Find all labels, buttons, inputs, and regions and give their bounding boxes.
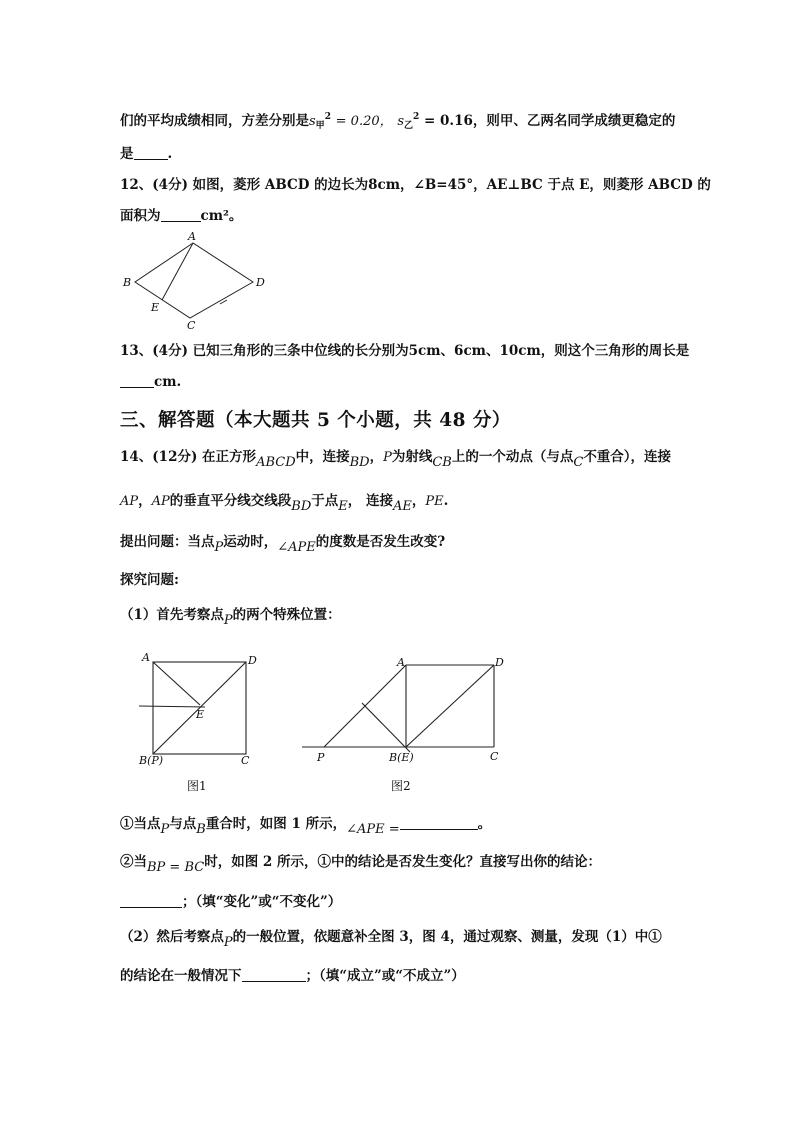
q14-step2: （2）然后考察点P的一般位置，依题意补全图 3，图 4，通过观察、测量，发现（1）中①	[120, 929, 662, 950]
label-d: D	[256, 276, 265, 289]
segment-ae	[162, 243, 193, 300]
fig1-segment-ae	[153, 662, 200, 705]
q14-item1: ①当点P与点B重合时，如图 1 所示，∠APE = 。	[120, 816, 492, 837]
q12-answer-blank[interactable]	[161, 207, 201, 222]
q11-eq2: = 0.16，则甲、乙两名同学成绩更稳定的	[424, 113, 676, 129]
label-c: C	[187, 319, 196, 332]
q13-line2: cm.	[120, 373, 181, 391]
q14-step1: （1）首先考察点P的两个特殊位置：	[120, 607, 341, 628]
fig2-label-p: P	[317, 751, 325, 764]
section-heading: 三、解答题（本大题共 5 个小题，共 48 分）	[120, 410, 511, 431]
q12-line1: 12、(4分) 如图，菱形 ABCD 的边长为8cm，∠B=45°，AE⊥BC 于点 E，则菱形 ABCD 的	[120, 177, 711, 193]
q11-answer-blank[interactable]	[134, 145, 168, 160]
label-e: E	[151, 301, 160, 314]
q14-figure-2	[298, 648, 513, 796]
q12-rhombus-figure	[115, 230, 275, 335]
q14-item1-answer-blank[interactable]	[400, 815, 478, 830]
q14-figure-1	[135, 648, 260, 796]
fig1-label-bp: B(P)	[139, 754, 164, 767]
fig1-label-a: A	[142, 651, 150, 664]
q14-para-line1: 14、(12分) 在正方形ABCD中，连接BD，P为射线CB上的一个动点（与点C不重合），连接	[120, 449, 672, 470]
fig1-caption: 图1	[187, 779, 207, 793]
fig1-perp-bisector	[139, 706, 205, 707]
q14-problem: 提出问题：当点P运动时，∠APE的度数是否发生改变?	[120, 534, 446, 555]
fig1-label-c: C	[241, 754, 250, 767]
q13-answer-blank[interactable]	[120, 373, 154, 388]
q11-text: 们的平均成绩相同，方差分别是	[120, 113, 309, 129]
q14-step2-answer-blank[interactable]	[242, 967, 306, 982]
q12-line2: 面积为 cm²。	[120, 208, 243, 224]
fig2-label-d: D	[495, 656, 504, 669]
q14-item2-answer-blank[interactable]	[120, 893, 182, 908]
q14-explore: 探究问题:	[120, 572, 179, 588]
q14-item2-line2: ；（填“变化”或“不变化”）	[120, 893, 341, 911]
q14-para-line2: AP，AP的垂直平分线交线段BD于点E， 连接AE，PE.	[120, 493, 449, 514]
fig2-perp-bisector	[362, 703, 410, 752]
fig2-label-a: A	[397, 656, 405, 669]
q11-sub-jia: 甲	[315, 121, 325, 131]
q11-line1: 们的平均成绩相同，方差分别是$s_甲^2 = 0.20$， $s_乙^2 = 0.16$，则甲、乙两名同学成绩更稳定的	[120, 112, 676, 131]
fig2-label-be: B(E)	[389, 751, 414, 764]
fig1-label-e: E	[196, 708, 205, 721]
fig2-diagonal-bd	[406, 665, 494, 747]
q14-step2-line2: 的结论在一般情况下 ；（填“成立”或“不成立”）	[120, 968, 465, 984]
q11-eq1: = 0.20，	[335, 114, 393, 129]
q14-item2: ②当BP = BC时，如图 2 所示，①中的结论是否发生变化？直接写出你的结论：	[120, 854, 601, 875]
q11-sub-yi: 乙	[404, 121, 414, 131]
fig2-label-c: C	[490, 750, 499, 763]
q13-line1: 13、(4分) 已知三角形的三条中位线的长分别为5cm、6cm、10cm，则这个三角形的周长是	[120, 343, 690, 359]
fig1-label-d: D	[248, 654, 257, 667]
q11-line2: 是 .	[120, 146, 173, 162]
label-b: B	[123, 276, 132, 289]
fig2-caption: 图2	[391, 779, 411, 793]
label-a: A	[188, 230, 196, 243]
